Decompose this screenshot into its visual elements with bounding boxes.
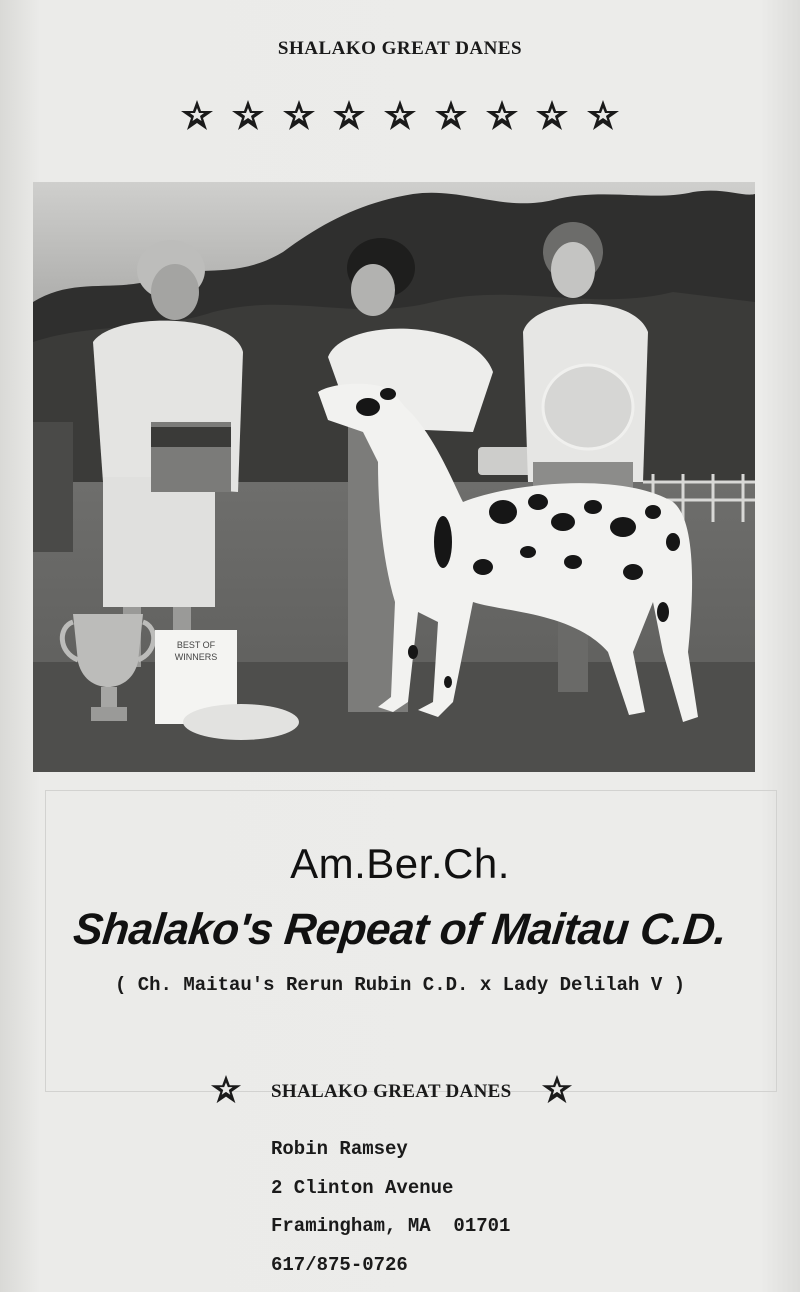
star-icon: [180, 98, 214, 134]
star-icon: [535, 98, 569, 134]
star-row: [180, 98, 620, 138]
star-icon: [434, 98, 468, 134]
contact-street: 2 Clinton Avenue: [271, 1176, 454, 1199]
show-photo: [33, 182, 755, 772]
star-icon: [485, 98, 519, 134]
title-prefix: Am.Ber.Ch.: [290, 840, 510, 887]
contact-block: [271, 1130, 510, 1284]
header-title: SHALAKO GREAT DANES: [277, 38, 523, 59]
star-icon: [586, 98, 620, 134]
photo-image: [33, 182, 755, 772]
placard-line-2: WINNERS: [174, 652, 218, 662]
contact-phone: 617/875-0726: [271, 1253, 408, 1276]
footer-kennel-name: SHALAKO GREAT DANES: [271, 1081, 512, 1102]
star-icon: [541, 1073, 573, 1107]
footer-heading: [210, 1073, 580, 1109]
dog-name: Shalako's Repeat of Maitau C.D.: [71, 905, 729, 954]
contact-city: Framingham, MA 01701: [271, 1215, 511, 1237]
placard-line-1: BEST OF: [176, 640, 216, 650]
star-icon: [332, 98, 366, 134]
pedigree: ( Ch. Maitau's Rerun Rubin C.D. x Lady Delilah V ): [114, 974, 686, 996]
star-icon: [282, 98, 316, 134]
star-icon: [383, 98, 417, 134]
star-icon: [231, 98, 265, 134]
contact-name: Robin Ramsey: [271, 1138, 408, 1160]
star-icon: [210, 1073, 242, 1107]
